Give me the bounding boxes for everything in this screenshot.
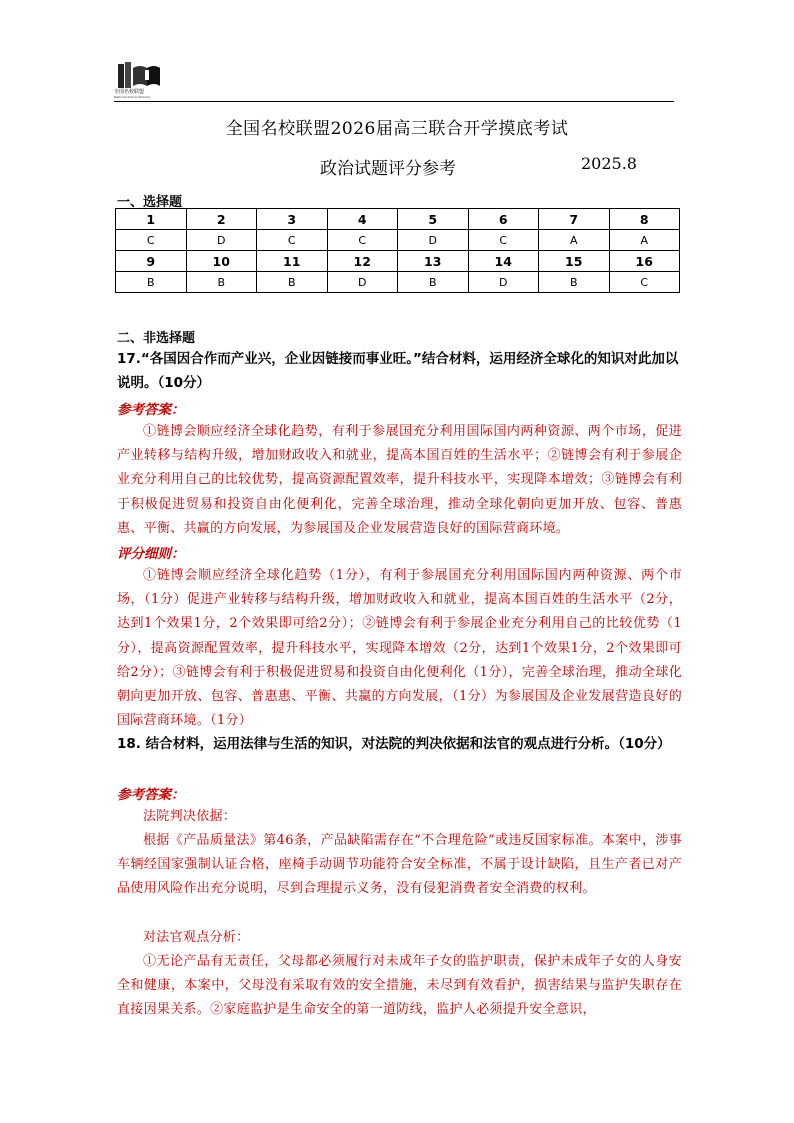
question-number: 15 bbox=[539, 251, 610, 272]
answer-label: 参考答案： bbox=[117, 402, 185, 418]
view-heading: 对法官观点分析： bbox=[143, 930, 250, 945]
question-number: 8 bbox=[609, 209, 680, 230]
question-number: 3 bbox=[257, 209, 328, 230]
question-17: 17.“各国因合作而产业兴，企业因链接而事业旺。”结合材料，运用经济全球化的知识对此加以说明。（10分） bbox=[117, 351, 679, 391]
question-number: 10 bbox=[186, 251, 257, 272]
question-number: 4 bbox=[327, 209, 398, 230]
question-number: 14 bbox=[468, 251, 539, 272]
logo-subcaption: National School Alliance bbox=[114, 95, 151, 99]
answer-cell: C bbox=[257, 230, 328, 251]
answer-cell: D bbox=[468, 272, 539, 293]
question-number: 9 bbox=[116, 251, 187, 272]
question-number: 7 bbox=[539, 209, 610, 230]
answer-cell: B bbox=[257, 272, 328, 293]
answer-table bbox=[115, 208, 680, 293]
rubric-17: ①链博会顺应经济全球化趋势（1分），有利于参展国充分利用国际国内两种资源、两个市场，（1分）促进产业转移与结构升级，增加财政收入和就业，提高本国百姓的生活水平（2分，达到1个效果1分，2个效果即可给2分）；②链博会有利于参展企业充分利用自己的比较优势（1分），提高资源配置效率，提升科技水平，实现降本增效（2分，达到1个效果1分，2个效果即可给2分）；③链博会有利于积极促进贸易和投资自由化便利化（1分），完善全球治理，推动全球化朝向更加开放、包容、普惠惠、平衡、共赢的方向发展，（1分）为参展国及企业发展营造良好的国际营商环境。（1分） bbox=[117, 568, 682, 729]
question-number: 13 bbox=[398, 251, 469, 272]
question-number: 6 bbox=[468, 209, 539, 230]
table-row bbox=[116, 230, 680, 251]
exam-date: 2025.8 bbox=[581, 154, 637, 173]
rubric-label: 评分细则： bbox=[117, 546, 185, 562]
question-18: 18. 结合材料，运用法律与生活的知识，对法院的判决依据和法官的观点进行分析。（10分） bbox=[117, 736, 671, 752]
table-row bbox=[116, 209, 680, 230]
exam-title: 全国名校联盟2026届高三联合开学摸底考试 bbox=[225, 119, 569, 139]
table-row bbox=[116, 251, 680, 272]
logo-caption: 全国名校联盟 bbox=[114, 89, 145, 95]
basis-text: 根据《产品质量法》第46条，产品缺陷需存在“不合理危险”或违反国家标准。本案中，涉事车辆经国家强制认证合格，座椅手动调节功能符合安全标准，不属于设计缺陷，且生产者已对产品使用风险作出充分说明，尽到合理提示义务，没有侵犯消费者安全消费的权利。 bbox=[117, 833, 682, 897]
view-text: ①无论产品有无责任，父母都必须履行对未成年子女的监护职责，保护未成年子女的人身安全和健康，本案中，父母没有采取有效的安全措施，未尽到有效看护，损害结果与监护失职存在直接因果关系。②家庭监护是生命安全的第一道防线，监护人必须提升安全意识， bbox=[117, 954, 682, 1018]
table-row bbox=[116, 272, 680, 293]
answer-cell: C bbox=[468, 230, 539, 251]
question-number: 16 bbox=[609, 251, 680, 272]
answer-cell: D bbox=[186, 230, 257, 251]
answer-cell: B bbox=[116, 272, 187, 293]
question-number: 11 bbox=[257, 251, 328, 272]
section-heading-nonchoice: 二、非选择题 bbox=[117, 331, 196, 346]
answer-cell: D bbox=[398, 230, 469, 251]
exam-subtitle: 政治试题评分参考 bbox=[320, 159, 456, 179]
basis-heading: 法院判决依据： bbox=[143, 809, 237, 824]
answer-cell: B bbox=[539, 272, 610, 293]
answer-cell: A bbox=[539, 230, 610, 251]
answer-cell: B bbox=[186, 272, 257, 293]
answer-label: 参考答案： bbox=[117, 787, 185, 803]
answer-cell: C bbox=[327, 230, 398, 251]
answer-cell: A bbox=[609, 230, 680, 251]
question-number: 12 bbox=[327, 251, 398, 272]
question-number: 1 bbox=[116, 209, 187, 230]
section-heading-choice: 一、选择题 bbox=[117, 195, 183, 210]
answer-cell: D bbox=[327, 272, 398, 293]
answer-17: ①链博会顺应经济全球化趋势，有利于参展国充分利用国际国内两种资源、两个市场，促进产业转移与结构升级，增加财政收入和就业，提高本国百姓的生活水平；②链博会有利于参展企业充分利用自己的比较优势，提高资源配置效率，提升科技水平，实现降本增效；③链博会有利于积极促进贸易和投资自由化便利化，完善全球治理，推动全球化朝向更加开放、包容、普惠惠、平衡、共赢的方向发展，为参展国及企业发展营造良好的国际营商环境。 bbox=[117, 424, 682, 536]
answer-cell: C bbox=[609, 272, 680, 293]
answer-cell: C bbox=[116, 230, 187, 251]
question-number: 2 bbox=[186, 209, 257, 230]
header-divider bbox=[114, 101, 674, 102]
answer-cell: B bbox=[398, 272, 469, 293]
question-number: 5 bbox=[398, 209, 469, 230]
